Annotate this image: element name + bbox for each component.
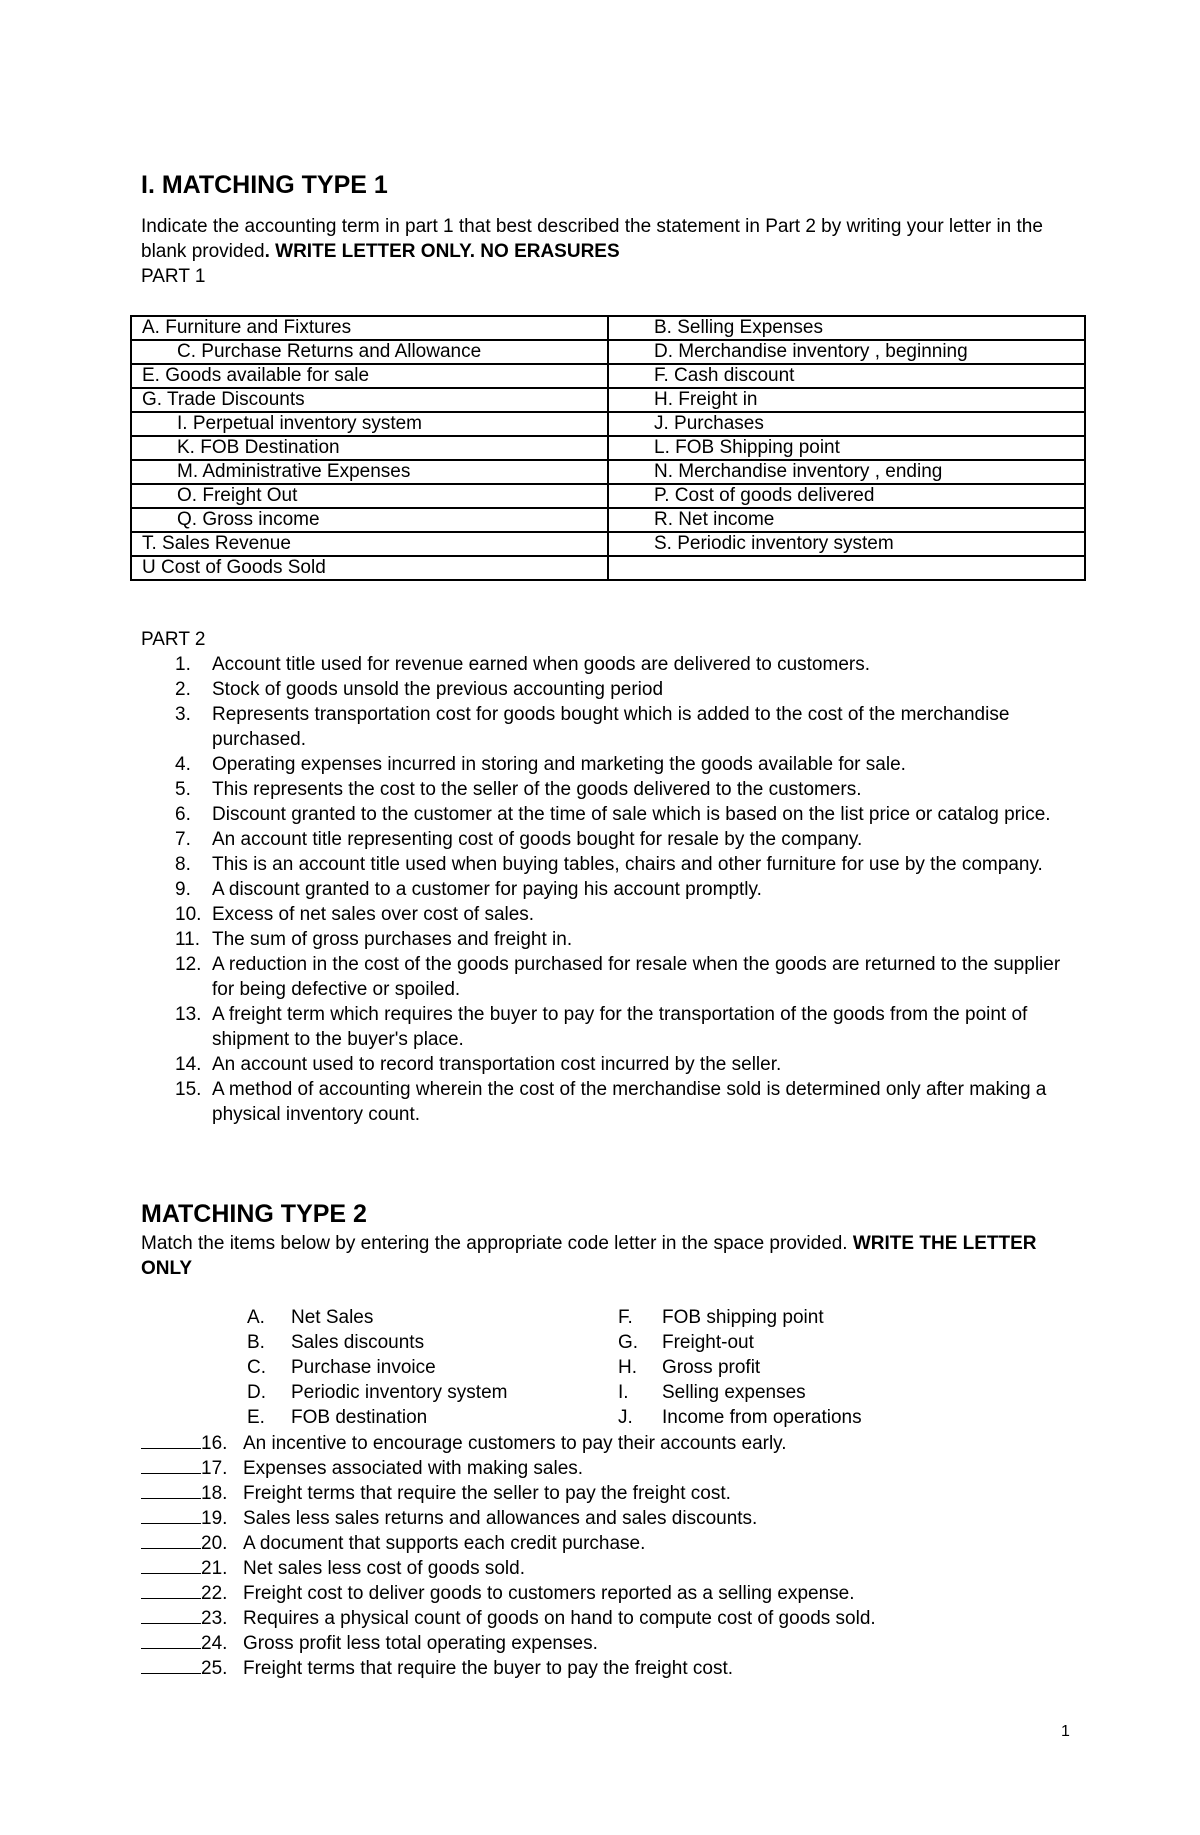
item-text: An incentive to encourage customers to pay their accounts early. [243, 1433, 787, 1454]
page-number: 1 [1061, 1723, 1070, 1740]
answer-blank[interactable] [141, 1580, 201, 1599]
item-number: 14. [175, 1054, 202, 1075]
item-number: 2. [175, 679, 191, 700]
table-cell: C. Purchase Returns and Allowance [131, 340, 608, 364]
item-number: 15. [175, 1079, 202, 1100]
list-item [141, 1077, 1081, 1127]
section2-instructions-text: Match the items below by entering the appropriate code letter in the space provided. [141, 1233, 853, 1254]
code-item [247, 1405, 427, 1430]
item-text: Net sales less cost of goods sold. [243, 1558, 525, 1579]
answer-blank[interactable] [141, 1630, 201, 1649]
answer-blank[interactable] [141, 1530, 201, 1549]
code-letter: C. [247, 1357, 266, 1378]
item-number: 13. [175, 1004, 202, 1025]
item-text: Freight terms that require the buyer to pay the freight cost. [243, 1658, 734, 1679]
item-text: A discount granted to a customer for paying his account promptly. [212, 879, 762, 900]
list-item [141, 952, 1081, 1002]
table-cell: K. FOB Destination [131, 436, 608, 460]
answer-row [141, 1580, 1101, 1605]
item-text: Excess of net sales over cost of sales. [212, 904, 535, 925]
item-text: Represents transportation cost for goods bought which is added to the cost of the merchandise purchased. [212, 704, 1010, 750]
code-text: Sales discounts [291, 1332, 425, 1353]
answer-blank[interactable] [141, 1605, 201, 1624]
table-cell [608, 556, 1085, 580]
item-text: This represents the cost to the seller of the goods delivered to the customers. [212, 779, 862, 800]
table-row [131, 460, 1085, 484]
item-number: 24. [201, 1633, 228, 1654]
table-row [131, 364, 1085, 388]
code-letter: J. [618, 1407, 633, 1428]
table-cell: L. FOB Shipping point [608, 436, 1085, 460]
code-text: Gross profit [662, 1357, 761, 1378]
table-row [131, 412, 1085, 436]
code-item [618, 1355, 760, 1380]
section1-instructions-text: Indicate the accounting term in part 1 that best described the statement in Part 2 by writing your letter in the blank provided [141, 216, 1043, 262]
answer-blank[interactable] [141, 1455, 201, 1474]
item-number: 10. [175, 904, 202, 925]
code-text: Purchase invoice [291, 1357, 436, 1378]
table-cell: J. Purchases [608, 412, 1085, 436]
code-letter: G. [618, 1332, 639, 1353]
table-cell: A. Furniture and Fixtures [131, 316, 608, 340]
part2-list [141, 652, 1081, 1127]
table-cell: F. Cash discount [608, 364, 1085, 388]
code-item [247, 1380, 507, 1405]
code-letter: H. [618, 1357, 637, 1378]
answer-row [141, 1505, 1101, 1530]
list-item [141, 852, 1081, 877]
item-number: 17. [201, 1458, 228, 1479]
item-number: 21. [201, 1558, 228, 1579]
item-number: 5. [175, 779, 191, 800]
answer-row [141, 1455, 1101, 1480]
item-text: Expenses associated with making sales. [243, 1458, 584, 1479]
table-row [131, 436, 1085, 460]
item-text: Stock of goods unsold the previous accounting period [212, 679, 664, 700]
code-item [247, 1355, 436, 1380]
code-item [618, 1380, 806, 1405]
item-text: Sales less sales returns and allowances and sales discounts. [243, 1508, 758, 1529]
item-number: 16. [201, 1433, 228, 1454]
item-number: 11. [175, 929, 201, 950]
answer-row [141, 1655, 1101, 1680]
answer-row [141, 1530, 1101, 1555]
table-cell: B. Selling Expenses [608, 316, 1085, 340]
list-item [141, 702, 1081, 752]
answer-row [141, 1555, 1101, 1580]
code-letter: B. [247, 1332, 265, 1353]
table-cell: O. Freight Out [131, 484, 608, 508]
list-item [141, 927, 1081, 952]
code-letter: I. [618, 1382, 629, 1403]
section2-instructions-bold: WRITE THE LETTER ONLY [141, 1233, 1037, 1279]
list-item [141, 1052, 1081, 1077]
table-row [131, 340, 1085, 364]
item-text: This is an account title used when buying tables, chairs and other furniture for use by the company. [212, 854, 1043, 875]
part2-label: PART 2 [141, 629, 206, 650]
item-text: An account used to record transportation cost incurred by the seller. [212, 1054, 782, 1075]
item-number: 18. [201, 1483, 228, 1504]
table-row [131, 532, 1085, 556]
code-item [247, 1305, 373, 1330]
code-text: Income from operations [662, 1407, 862, 1428]
matching2-items [141, 1430, 1101, 1680]
item-number: 12. [175, 954, 202, 975]
table-cell: G. Trade Discounts [131, 388, 608, 412]
table-cell: U Cost of Goods Sold [131, 556, 608, 580]
code-letter: A. [247, 1307, 265, 1328]
table-cell: Q. Gross income [131, 508, 608, 532]
item-number: 19. [201, 1508, 228, 1529]
item-text: A freight term which requires the buyer to pay for the transportation of the goods from the point of shipment to the buyer's place. [212, 1004, 1028, 1050]
code-letter: E. [247, 1407, 265, 1428]
table-cell: I. Perpetual inventory system [131, 412, 608, 436]
table-row [131, 556, 1085, 580]
list-item [141, 827, 1081, 852]
code-item [247, 1330, 424, 1355]
code-text: Periodic inventory system [291, 1382, 508, 1403]
answer-row [141, 1430, 1101, 1455]
part1-table [130, 315, 1086, 581]
code-item [618, 1405, 862, 1430]
item-text: A reduction in the cost of the goods purchased for resale when the goods are returned to the supplier for being defective or spoiled. [212, 954, 1061, 1000]
section2-title: MATCHING TYPE 2 [141, 1200, 367, 1228]
answer-row [141, 1630, 1101, 1655]
answer-blank[interactable] [141, 1430, 201, 1449]
table-row [131, 484, 1085, 508]
item-text: Account title used for revenue earned when goods are delivered to customers. [212, 654, 870, 675]
item-text: Gross profit less total operating expenses. [243, 1633, 598, 1654]
list-item [141, 777, 1081, 802]
table-cell: D. Merchandise inventory , beginning [608, 340, 1085, 364]
section1-instructions [141, 214, 1071, 264]
item-text: Discount granted to the customer at the time of sale which is based on the list price or catalog price. [212, 804, 1051, 825]
code-letter: D. [247, 1382, 266, 1403]
item-number: 7. [175, 829, 191, 850]
item-number: 9. [175, 879, 191, 900]
item-number: 8. [175, 854, 191, 875]
code-item [618, 1330, 754, 1355]
table-row [131, 508, 1085, 532]
code-text: FOB destination [291, 1407, 428, 1428]
table-cell: R. Net income [608, 508, 1085, 532]
code-text: FOB shipping point [662, 1307, 824, 1328]
list-item [141, 652, 1081, 677]
code-text: Selling expenses [662, 1382, 806, 1403]
table-row [131, 388, 1085, 412]
table-cell: N. Merchandise inventory , ending [608, 460, 1085, 484]
item-text: Freight cost to deliver goods to customers reported as a selling expense. [243, 1583, 855, 1604]
part1-label: PART 1 [141, 266, 206, 287]
item-number: 4. [175, 754, 191, 775]
code-item [618, 1305, 824, 1330]
table-cell: E. Goods available for sale [131, 364, 608, 388]
item-number: 25. [201, 1658, 228, 1679]
section1-instructions-bold: . WRITE LETTER ONLY. NO ERASURES [264, 241, 620, 262]
answer-row [141, 1480, 1101, 1505]
code-text: Net Sales [291, 1307, 374, 1328]
item-text: The sum of gross purchases and freight in. [212, 929, 573, 950]
table-cell: T. Sales Revenue [131, 532, 608, 556]
section1-title: I. MATCHING TYPE 1 [141, 171, 388, 199]
list-item [141, 877, 1081, 902]
list-item [141, 1002, 1081, 1052]
code-letter: F. [618, 1307, 633, 1328]
item-number: 6. [175, 804, 191, 825]
item-text: Freight terms that require the seller to pay the freight cost. [243, 1483, 731, 1504]
item-text: An account title representing cost of goods bought for resale by the company. [212, 829, 863, 850]
table-cell: S. Periodic inventory system [608, 532, 1085, 556]
table-cell: P. Cost of goods delivered [608, 484, 1085, 508]
answer-blank[interactable] [141, 1480, 201, 1499]
table-cell: M. Administrative Expenses [131, 460, 608, 484]
table-cell: H. Freight in [608, 388, 1085, 412]
code-text: Freight-out [662, 1332, 754, 1353]
item-number: 1. [175, 654, 191, 675]
item-number: 22. [201, 1583, 228, 1604]
section2-instructions [141, 1231, 1071, 1281]
answer-blank[interactable] [141, 1555, 201, 1574]
item-text: A method of accounting wherein the cost of the merchandise sold is determined only after making a physical inventory count. [212, 1079, 1047, 1125]
answer-row [141, 1605, 1101, 1630]
list-item [141, 752, 1081, 777]
table-row [131, 316, 1085, 340]
answer-blank[interactable] [141, 1505, 201, 1524]
list-item [141, 677, 1081, 702]
item-number: 23. [201, 1608, 228, 1629]
item-text: Operating expenses incurred in storing and marketing the goods available for sale. [212, 754, 906, 775]
item-text: A document that supports each credit purchase. [243, 1533, 646, 1554]
item-text: Requires a physical count of goods on hand to compute cost of goods sold. [243, 1608, 876, 1629]
list-item [141, 802, 1081, 827]
item-number: 20. [201, 1533, 228, 1554]
item-number: 3. [175, 704, 191, 725]
list-item [141, 902, 1081, 927]
answer-blank[interactable] [141, 1655, 201, 1674]
